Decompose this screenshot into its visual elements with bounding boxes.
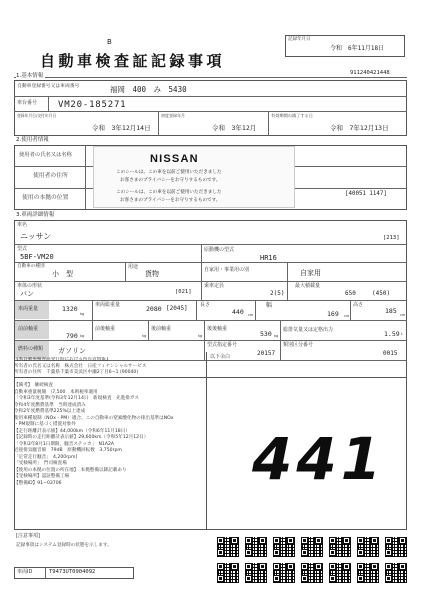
qr-code <box>329 537 351 557</box>
expiry-value: 令和 7年12月13日 <box>330 124 389 132</box>
qr-finder-mark <box>315 563 322 570</box>
length-value: 440 <box>232 308 244 316</box>
qr-finder-mark <box>217 537 224 544</box>
qr-code <box>329 563 351 583</box>
qr-finder-mark <box>329 563 336 570</box>
notes-right-label: 以下余白 <box>210 354 231 360</box>
user-address-label: 使用者の住所 <box>33 173 68 179</box>
qr-finder-mark <box>357 537 364 544</box>
seal-text-line2b: お客さまのプライバシーをお守りするものです。 <box>120 198 221 203</box>
engine-label: 原動機の型式 <box>204 247 235 253</box>
gross-paren: [2045] <box>166 305 188 312</box>
qr-finder-mark <box>217 549 224 556</box>
col-line <box>255 300 256 320</box>
maker-label: 車名 <box>17 222 28 228</box>
qr-code <box>273 537 295 557</box>
rf-label: 後前軸重 <box>151 326 172 332</box>
col-line <box>204 320 205 340</box>
first-reg-label: 登録年月日/交付年月日 <box>17 113 57 118</box>
use-value: 貨物 <box>145 270 159 278</box>
qr-finder-mark <box>343 563 350 570</box>
fr-label: 前後軸重 <box>95 326 116 332</box>
reg-no-value: 福岡 400 み 5430 <box>110 85 187 94</box>
weight-value: 1320 <box>62 305 78 313</box>
reg-no-label: 自動車登録番号又は車両番号 <box>17 84 80 89</box>
col-line <box>196 300 197 320</box>
fuel-label: 燃料の種類 <box>18 346 44 352</box>
ff-value: 790 <box>66 332 78 340</box>
qr-code <box>385 537 407 557</box>
qr-finder-mark <box>385 537 392 544</box>
qr-code <box>385 563 407 583</box>
col-line <box>85 145 86 210</box>
user-section-title: 2.使用者情報 <box>16 137 49 143</box>
disp-label: 総排気量又は定格出力 <box>283 327 334 333</box>
rr-label: 後後軸重 <box>207 326 228 332</box>
seats-value: 2(5) <box>270 290 285 297</box>
disp-unit: L <box>401 332 403 336</box>
col-line <box>287 281 288 300</box>
seats-label: 乗車定員 <box>204 283 225 289</box>
load-value: 650 <box>345 290 356 297</box>
qr-finder-mark <box>385 575 392 582</box>
class-no-value: 0015 <box>383 350 398 357</box>
notes-text: 【本自動車検査証発行時における所有者情報】 所有者の氏名又は名称 株式会社 日産フィナンシャルサービス 所有者の住所 千葉県千葉市美浜区中瀬2丁目6−1 (90040) 【備考】 継続検査 自動車重量税額 \7,500 本則税率適用 「令和3年度基準(令和3年12月14日 新規検査 先進排ガス 令和4年度燃費基準 当時達成済み 令和2年度燃費基準225%以上達成 使用車種規制（NOx・PM）適合。この自動車の窒素酸化物の排出基準はNOx ・PM規制に基づく措置対象外 【走行距離計表示値】44,000km（令和6年11月18日） 【記録時の走行距離計表示値】29,600km（令和5年12月12日） 「令和3年8月1日期限、騒音ステッカ」 N1A2A 近接排気騒音値 79dB 原動機回転数 3,750rpm 「定常走行騒音」 4,200rpm] 「受検場所」 門司検査場 【使用の本拠の位置の所在地】 本拠整備以降記載あり 【受検場所】認証整備工場 【整備ID】91−03706 <box>14 357 174 486</box>
type-no-value: 20157 <box>257 350 276 357</box>
width-label: 幅 <box>266 302 273 309</box>
user-base-label: 使用の本拠の位置 <box>22 195 69 201</box>
engine-value: HR16 <box>260 254 277 262</box>
row-line <box>14 96 407 97</box>
other-notes-label: [注意事項] <box>16 533 40 539</box>
qr-finder-mark <box>245 549 252 556</box>
type-no-label: 型式指定番号 <box>207 342 238 348</box>
body-code: [021] <box>175 289 192 295</box>
kind-value: 小 型 <box>52 270 73 278</box>
col-line <box>45 567 46 579</box>
model-label: 型式 <box>17 246 28 252</box>
gross-label: 車両総重量 <box>95 302 121 308</box>
fuel-value: ガソリン <box>58 347 86 355</box>
car-id-value: T9473UT0904092 <box>49 569 96 575</box>
qr-finder-mark <box>343 537 350 544</box>
length-unit: cm <box>248 313 254 317</box>
qr-finder-mark <box>259 563 266 570</box>
weight-label: 車両重量 <box>18 306 39 312</box>
length-label: 長さ <box>200 302 211 308</box>
qr-finder-mark <box>357 563 364 570</box>
rf-unit: kg <box>198 334 203 338</box>
qr-finder-mark <box>259 537 266 544</box>
seal-text-line1b: このシールは、この車を以前ご使用いただきました <box>116 190 222 195</box>
qr-finder-mark <box>287 537 294 544</box>
seal-text-line2: お客さまのプライバシーをお守りするものです。 <box>120 178 221 183</box>
rr-value: 530 <box>260 330 272 338</box>
body-value: バン <box>20 290 34 298</box>
col-line <box>268 111 269 136</box>
qr-finder-mark <box>273 549 280 556</box>
rr-unit: kg <box>274 334 279 338</box>
col-line <box>125 262 126 281</box>
qr-finder-mark <box>301 549 308 556</box>
footer-note: 記録事項はシステム登録時の状態を示します。 <box>16 543 112 548</box>
model-value: 5BF-VM20 <box>20 253 54 261</box>
qr-finder-mark <box>231 563 238 570</box>
qr-finder-mark <box>399 563 406 570</box>
weight-unit: kg <box>80 312 85 316</box>
row-line <box>14 340 407 341</box>
col-line <box>201 244 202 262</box>
qr-finder-mark <box>245 537 252 544</box>
qr-finder-mark <box>273 575 280 582</box>
class-no-label: 類別区分番号 <box>283 342 314 348</box>
maker-code: [213] <box>383 235 400 241</box>
qr-code <box>273 563 295 583</box>
col-line <box>158 111 159 136</box>
use-label: 用途 <box>128 264 139 270</box>
record-date-label: 記録年月日 <box>288 37 311 42</box>
record-date-value: 令和 6年11月18日 <box>330 45 385 52</box>
row-line <box>14 300 407 301</box>
qr-finder-mark <box>371 537 378 544</box>
col-line <box>287 262 288 281</box>
kind-label: 自動車の種別 <box>17 264 45 269</box>
qr-code <box>357 537 379 557</box>
col-line <box>92 300 93 320</box>
maker-value: ニッサン <box>20 232 52 241</box>
user-name-label: 使用者の氏名又は名称 <box>19 152 72 158</box>
qr-code <box>301 537 323 557</box>
qr-finder-mark <box>217 563 224 570</box>
qr-finder-mark <box>245 575 252 582</box>
qr-finder-mark <box>385 563 392 570</box>
user-address-code: [40051 1147] <box>345 191 387 197</box>
col-line <box>48 96 49 111</box>
qr-finder-mark <box>329 537 336 544</box>
first-reg-value: 令和 3年12月14日 <box>92 124 151 132</box>
qr-finder-mark <box>371 563 378 570</box>
qr-finder-mark <box>287 563 294 570</box>
height-value: 185 <box>385 307 397 315</box>
col-line <box>350 300 351 320</box>
first-reg-ym-label: 初度登録年月 <box>161 113 185 118</box>
qr-finder-mark <box>301 563 308 570</box>
load-paren: (450) <box>372 290 391 297</box>
qr-finder-mark <box>273 537 280 544</box>
privacy-seal <box>93 146 295 208</box>
row-line <box>14 262 407 263</box>
chassis-label: 車台番号 <box>17 100 38 106</box>
col-line <box>280 320 281 340</box>
chassis-value: VM20-185271 <box>58 100 127 110</box>
row-line <box>14 111 407 112</box>
disp-value: 1.59 <box>384 330 400 338</box>
gross-value: 2080 <box>146 305 162 313</box>
height-unit: cm <box>400 313 406 317</box>
qr-code <box>357 563 379 583</box>
qr-finder-mark <box>357 575 364 582</box>
qr-finder-mark <box>399 537 406 544</box>
qr-finder-mark <box>315 537 322 544</box>
header-mark: B <box>107 38 112 46</box>
page-title: 自動車検査証記録事項 <box>40 52 226 70</box>
qr-code <box>217 537 239 557</box>
qr-code <box>245 563 267 583</box>
row-line <box>14 281 407 282</box>
section-divider <box>14 77 407 78</box>
qr-code <box>301 563 323 583</box>
ff-label: 前前軸重 <box>18 326 39 332</box>
fr-unit: kg <box>142 334 147 338</box>
body-label: 車体の形状 <box>17 283 43 289</box>
nissan-logo: NISSAN <box>150 153 199 165</box>
basic-section-title: 1.基本情報 <box>16 73 44 79</box>
row-line <box>14 320 407 321</box>
width-unit: cm <box>344 314 350 318</box>
qr-finder-mark <box>385 549 392 556</box>
purpose-label: 自家用・事業用の別 <box>204 267 250 273</box>
qr-finder-mark <box>301 575 308 582</box>
serial-number: 911240421448 <box>350 70 390 76</box>
qr-finder-mark <box>217 575 224 582</box>
qr-finder-mark <box>273 563 280 570</box>
ff-unit: kg <box>80 334 85 338</box>
qr-code <box>245 537 267 557</box>
col-line <box>201 281 202 300</box>
qr-code <box>217 563 239 583</box>
vehicle-section-title: 3.車両詳細情報 <box>16 212 55 218</box>
purpose-value: 自家用 <box>300 269 321 277</box>
row-line <box>14 244 407 245</box>
qr-finder-mark <box>301 537 308 544</box>
col-line <box>201 262 202 281</box>
qr-finder-mark <box>329 575 336 582</box>
expiry-label: 有効期間の満了する日 <box>271 113 313 118</box>
handwritten-number: 441 <box>252 425 386 493</box>
qr-finder-mark <box>231 537 238 544</box>
qr-finder-mark <box>357 549 364 556</box>
col-line <box>92 320 93 340</box>
qr-finder-mark <box>329 549 336 556</box>
seal-text-line1: このシールは、この車を以前ご使用いただきました <box>116 170 222 175</box>
col-line <box>148 320 149 340</box>
width-value: 169 <box>327 310 339 318</box>
car-id-label: 車両ID <box>17 569 33 575</box>
height-label: 高さ <box>353 302 364 308</box>
load-label: 最大積載量 <box>295 283 321 289</box>
qr-finder-mark <box>245 563 252 570</box>
first-reg-ym-value: 令和 3年12月 <box>212 124 257 132</box>
